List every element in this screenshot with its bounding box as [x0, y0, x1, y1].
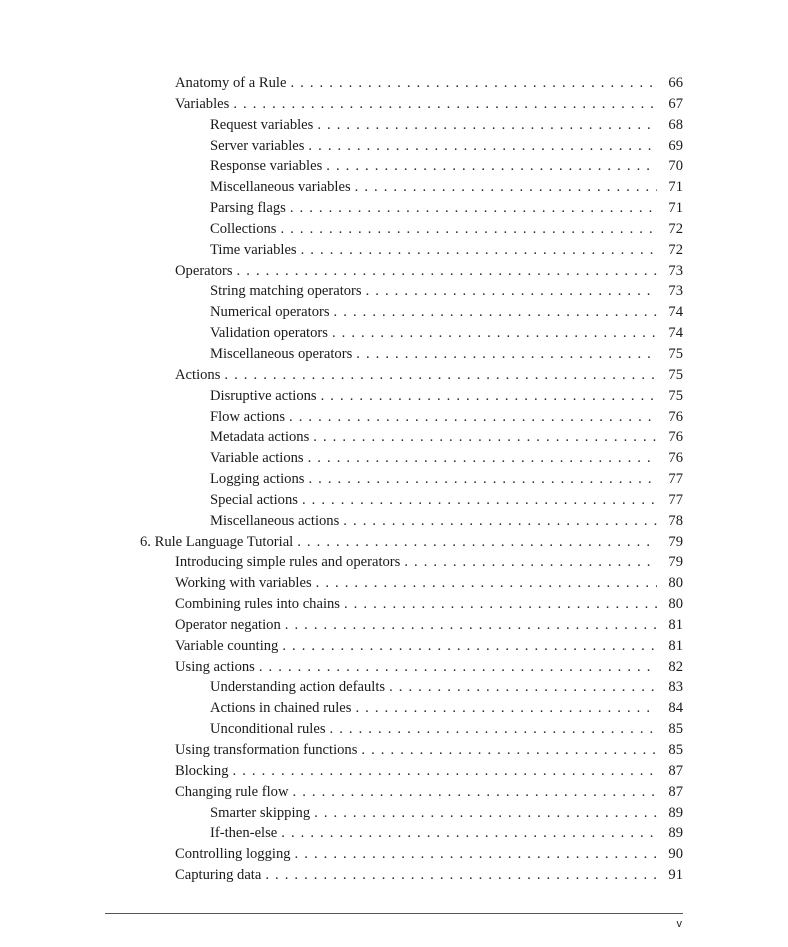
dot-leader [313, 427, 657, 448]
toc-entry-page: 75 [668, 366, 683, 383]
toc-entry [0, 761, 788, 782]
toc-entry-title: Numerical operators [210, 304, 330, 321]
toc-entry [0, 115, 788, 136]
dot-leader [321, 386, 657, 407]
toc-entry [0, 261, 788, 282]
toc-entry-title: Operator negation [175, 616, 281, 633]
toc-entry-title: Miscellaneous operators [210, 345, 353, 362]
dot-leader [233, 761, 657, 782]
toc-entry-page: 67 [668, 95, 683, 112]
toc-entry [0, 803, 788, 824]
toc-entry [0, 281, 788, 302]
toc-entry-title: Variable actions [210, 450, 304, 467]
toc-entry [0, 177, 788, 198]
toc-entry-line [210, 344, 683, 365]
toc-entry-line [210, 698, 683, 719]
toc-entry [0, 532, 788, 553]
toc-entry-title: Logging actions [210, 471, 305, 488]
toc-entry-title: Blocking [175, 762, 229, 779]
dot-leader [366, 281, 657, 302]
dot-leader [297, 532, 657, 553]
toc-entry [0, 156, 788, 177]
dot-leader [314, 803, 657, 824]
toc-entry-page: 66 [668, 75, 683, 91]
toc-entry-title: Controlling logging [175, 846, 291, 863]
dot-leader [404, 552, 657, 573]
dot-leader [233, 94, 657, 115]
dot-leader [330, 719, 657, 740]
toc-entry [0, 323, 788, 344]
toc-entry-line [210, 156, 683, 177]
toc-entry-page: 71 [668, 179, 683, 196]
toc-entry-page: 72 [668, 241, 683, 258]
toc-entry [0, 573, 788, 594]
dot-leader [293, 782, 658, 803]
dot-leader [290, 198, 657, 219]
table-of-contents [0, 73, 788, 886]
toc-entry-line [210, 469, 683, 490]
toc-entry-line [210, 323, 683, 344]
toc-entry-title: Disruptive actions [210, 387, 317, 404]
toc-entry-page: 76 [668, 429, 683, 446]
toc-entry [0, 407, 788, 428]
toc-entry [0, 698, 788, 719]
toc-entry-page: 84 [668, 700, 683, 717]
dot-leader [317, 115, 657, 136]
toc-entry [0, 198, 788, 219]
toc-entry-line [175, 365, 683, 386]
toc-entry-page: 80 [668, 575, 683, 592]
dot-leader [295, 844, 657, 865]
toc-entry [0, 73, 788, 94]
toc-entry-page: 87 [668, 783, 683, 800]
toc-entry-page: 74 [668, 325, 683, 342]
dot-leader [281, 823, 657, 844]
toc-entry-page: 89 [668, 825, 683, 842]
toc-entry [0, 677, 788, 698]
toc-entry-title: Unconditional rules [210, 721, 326, 738]
toc-entry-line [175, 844, 683, 865]
toc-entry-page: 72 [668, 220, 683, 237]
toc-entry-title: Miscellaneous variables [210, 179, 351, 196]
dot-leader [302, 490, 657, 511]
dot-leader [355, 177, 657, 198]
dot-leader [389, 677, 657, 698]
toc-entry-page: 85 [668, 721, 683, 738]
toc-entry [0, 719, 788, 740]
dot-leader [326, 156, 657, 177]
toc-entry-line [210, 219, 683, 240]
toc-entry-page: 77 [668, 471, 683, 488]
toc-entry-line [175, 552, 683, 573]
toc-entry-line [175, 615, 683, 636]
toc-entry-line [210, 803, 683, 824]
toc-entry-page: 79 [668, 533, 683, 550]
toc-entry [0, 657, 788, 678]
toc-entry-line [210, 302, 683, 323]
toc-entry-page: 85 [668, 742, 683, 758]
toc-entry-line [175, 657, 683, 678]
toc-entry [0, 594, 788, 615]
dot-leader [301, 240, 657, 261]
toc-entry-title: Using transformation functions [175, 742, 358, 758]
toc-entry [0, 615, 788, 636]
page-number: v [676, 918, 682, 930]
toc-entry-page: 76 [668, 450, 683, 467]
toc-entry [0, 365, 788, 386]
toc-entry-title: Variable counting [175, 637, 279, 654]
toc-entry [0, 448, 788, 469]
toc-entry [0, 240, 788, 261]
toc-entry-line [175, 73, 683, 94]
toc-entry-page: 91 [668, 867, 683, 884]
dot-leader [316, 573, 657, 594]
toc-entry-line [175, 94, 683, 115]
toc-entry-line [175, 865, 683, 886]
toc-entry [0, 823, 788, 844]
toc-entry-page: 74 [668, 304, 683, 321]
toc-entry-title: Flow actions [210, 408, 285, 425]
toc-entry [0, 740, 788, 761]
dot-leader [237, 261, 657, 282]
toc-entry-title: Collections [210, 220, 277, 237]
dot-leader [334, 302, 657, 323]
toc-entry-line [210, 115, 683, 136]
toc-entry [0, 782, 788, 803]
dot-leader [355, 698, 657, 719]
toc-entry-title: Using actions [175, 658, 255, 675]
footer-rule [105, 913, 683, 914]
toc-entry-page: 77 [668, 491, 683, 508]
toc-entry-line [175, 761, 683, 782]
dot-leader [282, 636, 657, 657]
toc-entry-line [210, 240, 683, 261]
toc-entry-line [210, 281, 683, 302]
toc-entry-page: 76 [668, 408, 683, 425]
dot-leader [344, 594, 657, 615]
toc-entry-title: Special actions [210, 491, 298, 508]
toc-entry [0, 865, 788, 886]
toc-entry-line [210, 386, 683, 407]
toc-entry-page: 89 [668, 804, 683, 821]
toc-entry-page: 87 [668, 762, 683, 779]
toc-entry-page: 73 [668, 262, 683, 279]
toc-entry [0, 511, 788, 532]
toc-entry [0, 552, 788, 573]
dot-leader [290, 73, 657, 94]
toc-entry-title: Smarter skipping [210, 804, 311, 821]
dot-leader [308, 136, 657, 157]
toc-entry [0, 94, 788, 115]
toc-entry-title: Changing rule flow [175, 783, 289, 800]
toc-entry-page: 83 [668, 679, 683, 696]
toc-entry-title: Validation operators [210, 325, 328, 342]
toc-entry-title: Parsing flags [210, 200, 286, 217]
dot-leader [289, 407, 657, 428]
toc-entry-line [210, 677, 683, 698]
toc-entry-line [175, 594, 683, 615]
toc-entry [0, 427, 788, 448]
toc-entry-title: Capturing data [175, 867, 262, 884]
toc-entry-title: If-then-else [210, 825, 278, 842]
toc-entry [0, 302, 788, 323]
toc-entry [0, 844, 788, 865]
toc-entry [0, 344, 788, 365]
toc-entry-page: 80 [668, 596, 683, 613]
dot-leader [343, 511, 657, 532]
toc-entry-page: 68 [668, 116, 683, 133]
toc-entry-title: Variables [175, 95, 230, 112]
toc-entry-line [210, 407, 683, 428]
toc-entry-title: 6. Rule Language Tutorial [140, 533, 294, 550]
toc-entry-line [210, 427, 683, 448]
dot-leader [280, 219, 657, 240]
toc-entry [0, 219, 788, 240]
toc-entry-line [140, 532, 683, 553]
toc-entry-line [175, 573, 683, 594]
toc-entry-page: 79 [668, 554, 683, 571]
dot-leader [356, 344, 657, 365]
toc-entry-page: 78 [668, 512, 683, 529]
toc-entry-title: Actions [175, 366, 221, 383]
dot-leader [259, 657, 657, 678]
toc-entry-page: 70 [668, 158, 683, 175]
toc-entry-title: Combining rules into chains [175, 596, 340, 613]
toc-entry-title: Response variables [210, 158, 323, 175]
toc-entry [0, 469, 788, 490]
toc-entry-title: Operators [175, 262, 233, 279]
dot-leader [308, 448, 657, 469]
toc-entry-title: Request variables [210, 116, 314, 133]
toc-entry-page: 69 [668, 137, 683, 154]
toc-entry-title: Time variables [210, 241, 297, 258]
toc-entry-line [210, 823, 683, 844]
toc-entry-line [210, 511, 683, 532]
dot-leader [308, 469, 657, 490]
dot-leader [285, 615, 657, 636]
toc-entry [0, 136, 788, 157]
toc-entry-title: String matching operators [210, 283, 362, 300]
toc-entry-line [210, 198, 683, 219]
toc-entry-page: 73 [668, 283, 683, 300]
toc-entry-title: Metadata actions [210, 429, 310, 446]
toc-entry [0, 636, 788, 657]
toc-entry-page: 75 [668, 387, 683, 404]
toc-entry-page: 90 [668, 846, 683, 863]
toc-entry-title: Miscellaneous actions [210, 512, 340, 529]
toc-entry [0, 490, 788, 511]
toc-entry-page: 75 [668, 345, 683, 362]
toc-entry-line [210, 719, 683, 740]
dot-leader [265, 865, 657, 886]
toc-entry-line [210, 490, 683, 511]
toc-entry-line [175, 782, 683, 803]
dot-leader [224, 365, 657, 386]
dot-leader [332, 323, 657, 344]
toc-entry-title: Actions in chained rules [210, 700, 352, 717]
toc-entry-line [210, 177, 683, 198]
toc-entry-line [175, 261, 683, 282]
toc-entry-title: Working with variables [175, 575, 312, 592]
toc-entry-line [210, 448, 683, 469]
toc-entry-title: Introducing simple rules and operators [175, 554, 401, 571]
toc-entry-title: Anatomy of a Rule [175, 75, 287, 91]
toc-entry-page: 81 [668, 637, 683, 654]
toc-entry [0, 386, 788, 407]
toc-entry-page: 81 [668, 616, 683, 633]
toc-entry-line [175, 636, 683, 657]
dot-leader [361, 740, 657, 761]
toc-entry-title: Understanding action defaults [210, 679, 386, 696]
toc-entry-line [210, 136, 683, 157]
toc-entry-page: 71 [668, 200, 683, 217]
toc-entry-line [175, 740, 683, 761]
toc-entry-title: Server variables [210, 137, 305, 154]
toc-entry-page: 82 [668, 658, 683, 675]
